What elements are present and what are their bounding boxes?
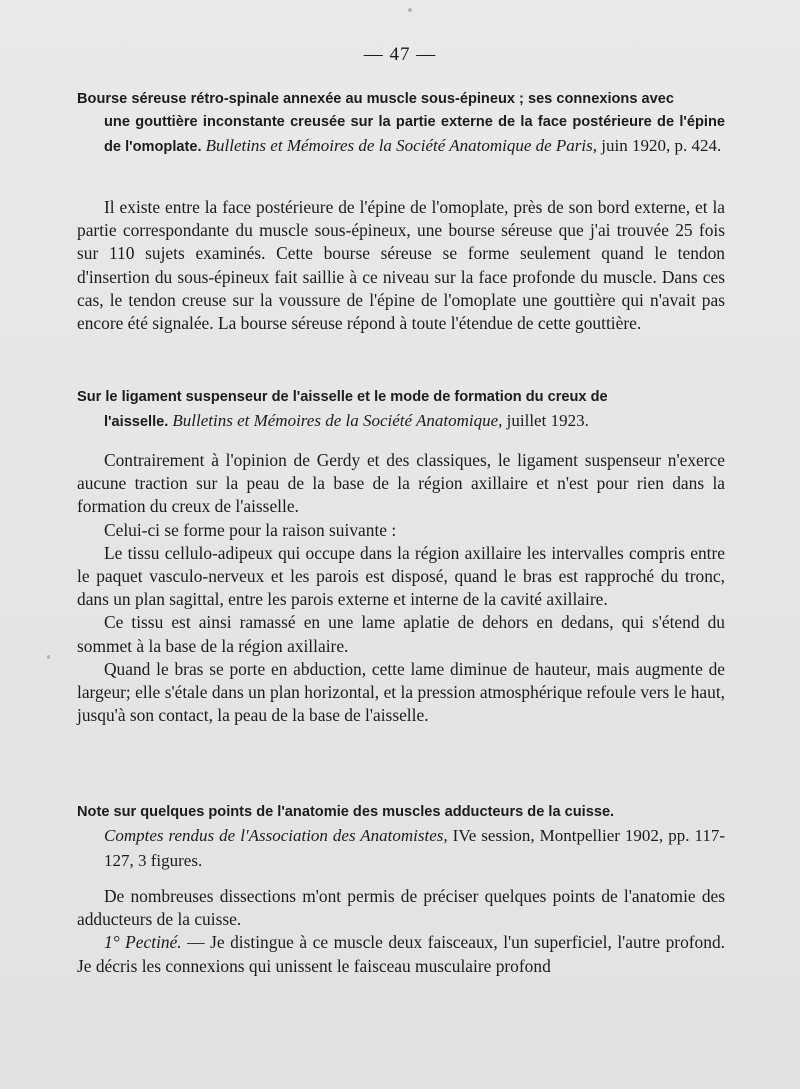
body-paragraph: Quand le bras se porte en abduction, cette lame diminue de hauteur, mais augmente de largeur; elle s'étale dans un plan horizontal, et la pression atmosphérique refoule vers le haut, jusqu'à son contact, la peau de la base de l'aisselle.	[77, 658, 725, 726]
body-paragraph: Contrairement à l'opinion de Gerdy et des classiques, le ligament suspenseur n'exerce aucune traction sur la peau de la base de la région axillaire et n'est pour rien dans la formation du creux de l'aisselle.	[77, 450, 725, 517]
heading-continuation	[77, 111, 725, 159]
section-bourse-sereuse	[77, 88, 725, 159]
heading-title-rest: l'aisselle.	[104, 414, 169, 430]
citation-details: juillet 1923.	[506, 411, 589, 430]
citation-details: IVe session, Montpellier 1902, pp. 117-127, 3 figures.	[104, 826, 725, 870]
citation	[104, 826, 725, 870]
citation-details: juin 1920, p. 424.	[601, 136, 722, 155]
citation-journal: Bulletins et Mémoires de la Société Anatomique de Paris,	[205, 136, 597, 155]
section-ligament-suspenseur-body	[77, 449, 725, 727]
pectine-label: 1° Pectiné.	[104, 932, 182, 953]
heading-continuation	[77, 824, 725, 874]
heading-title-line: Sur le ligament suspenseur de l'aisselle et le mode de formation du creux de	[77, 389, 608, 405]
body-paragraph: Ce tissu est ainsi ramassé en une lame aplatie de dehors en dedans, qui s'étend du sommet à la base de la région axillaire.	[77, 612, 725, 656]
section-bourse-sereuse-body	[77, 196, 725, 335]
body-paragraph: Celui-ci se forme pour la raison suivante :	[104, 519, 397, 540]
body-paragraph	[77, 931, 725, 977]
body-paragraph: Le tissu cellulo-adipeux qui occupe dans la région axillaire les intervalles compris entre le paquet vasculo-nerveux et les parois est disposé, quand le bras est rapproché du tronc, dans un plan sagittal, entre les parois externe et interne de la cavité axillaire.	[77, 542, 725, 610]
heading-title-line: Bourse séreuse rétro-spinale annexée au muscle sous-épineux ; ses connexions avec	[77, 91, 674, 107]
section-heading	[77, 801, 725, 874]
pectine-text: — Je distingue à ce muscle deux faisceaux, l'un superficiel, l'autre profond. Je décris les connexions qui unissent le faisceau musculaire profond	[77, 932, 725, 976]
section-muscles-adducteurs	[77, 801, 725, 874]
citation	[206, 136, 722, 155]
section-heading	[77, 88, 725, 159]
section-ligament-suspenseur	[77, 386, 725, 434]
body-paragraph: De nombreuses dissections m'ont permis de préciser quelques points de l'anatomie des adducteurs de la cuisse.	[77, 886, 725, 930]
citation-journal: Bulletins et Mémoires de la Société Anatomique,	[172, 411, 503, 430]
paper-speck	[408, 8, 412, 12]
citation	[172, 411, 588, 430]
section-muscles-adducteurs-body	[77, 885, 725, 978]
body-paragraph: Il existe entre la face postérieure de l'épine de l'omoplate, près de son bord externe, et la partie correspondante du muscle sous-épineux, une bourse séreuse que j'ai trouvée 25 fois sur 110 sujets examinés. Cette bourse séreuse se forme seulement quand le tendon d'insertion du sous-épineux fait saillie à ce niveau sur la face profonde du muscle. Dans ces cas, le tendon creuse sur la voussure de l'épine de l'omoplate une gouttière qui n'avait pas encore été signalée. La bourse séreuse répond à toute l'étendue de cette gouttière.	[77, 197, 725, 334]
heading-title-rest: une gouttière inconstante creusée sur la partie externe de la face postérieure de l'épine de l'omoplate.	[104, 114, 725, 155]
heading-title-line: Note sur quelques points de l'anatomie des muscles adducteurs de la cuisse.	[77, 804, 615, 820]
citation-journal: Comptes rendus de l'Association des Anatomistes,	[104, 826, 448, 845]
page-number: — 47 —	[363, 44, 437, 65]
heading-continuation	[77, 409, 725, 434]
paper-speck	[47, 655, 50, 659]
section-heading	[77, 386, 725, 434]
